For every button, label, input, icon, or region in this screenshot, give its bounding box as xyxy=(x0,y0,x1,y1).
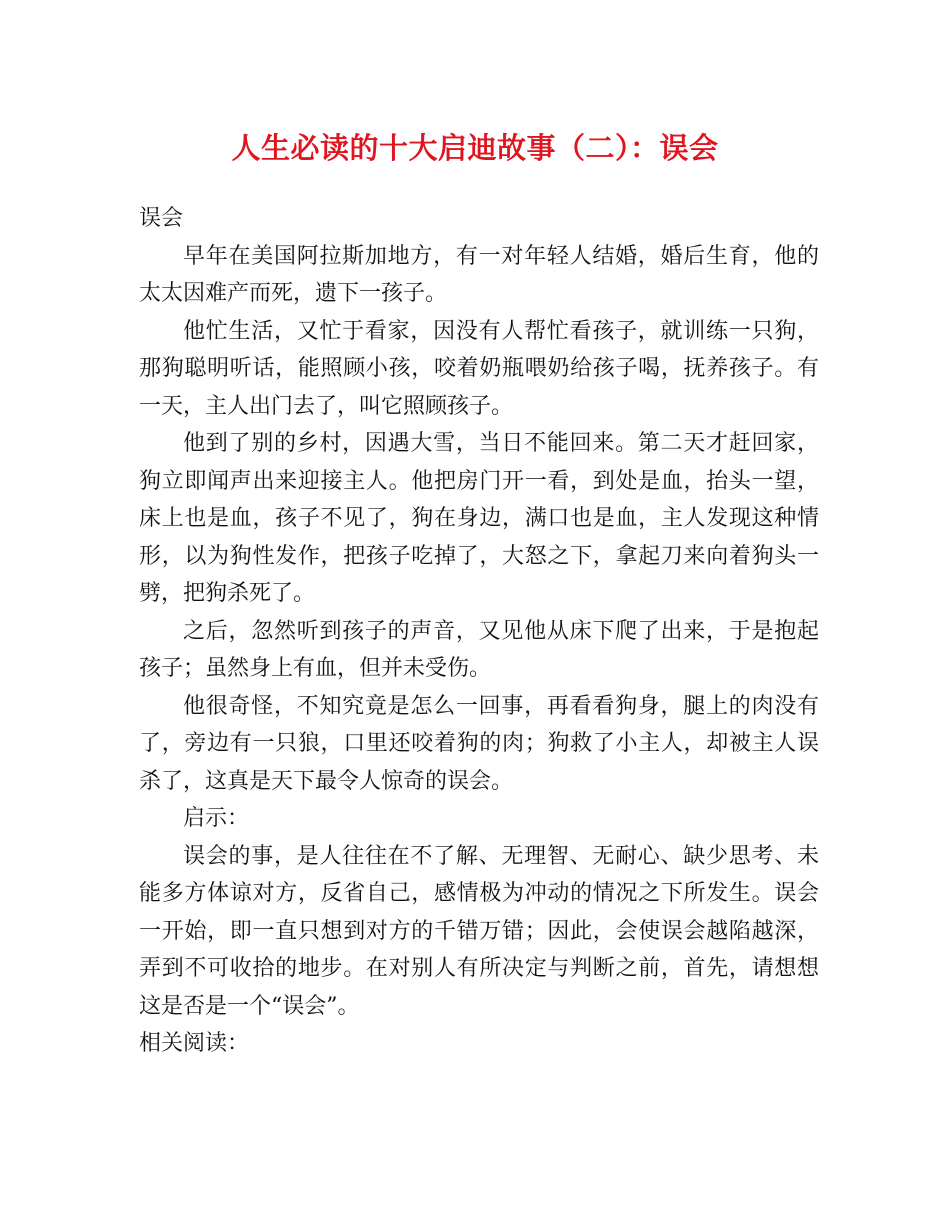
paragraph: 他很奇怪，不知究竟是怎么一回事，再看看狗身，腿上的肉没有了，旁边有一只狼，口里还咬着狗的肉；狗救了小主人，却被主人误杀了，这真是天下最令人惊奇的误会。 xyxy=(139,693,819,794)
document-title: 人生必读的十大启迪故事（二）：误会 xyxy=(231,131,719,165)
section-heading: 误会 xyxy=(139,206,184,231)
related-reading-label: 相关阅读： xyxy=(139,1031,250,1056)
document-body xyxy=(139,200,819,1063)
paragraph: 之后，忽然听到孩子的声音，又见他从床下爬了出来，于是抱起孩子；虽然身上有血，但并未受伤。 xyxy=(139,618,819,681)
insight-heading: 启示： xyxy=(183,806,250,831)
paragraph: 早年在美国阿拉斯加地方，有一对年轻人结婚，婚后生育，他的太太因难产而死，遗下一孩子。 xyxy=(139,243,819,306)
paragraph: 误会的事，是人往往在不了解、无理智、无耐心、缺少思考、未能多方体谅对方，反省自己，感情极为冲动的情况之下所发生。误会一开始，即一直只想到对方的千错万错；因此，会使误会越陷越深，弄到不可收拾的地步。在对别人有所决定与判断之前，首先，请想想这是否是一个“误会”。 xyxy=(139,843,819,1019)
paragraph: 他忙生活，又忙于看家，因没有人帮忙看孩子，就训练一只狗，那狗聪明听话，能照顾小孩，咬着奶瓶喂奶给孩子喝，抚养孩子。有一天，主人出门去了，叫它照顾孩子。 xyxy=(139,318,819,419)
paragraph: 他到了别的乡村，因遇大雪，当日不能回来。第二天才赶回家，狗立即闻声出来迎接主人。他把房门开一看，到处是血，抬头一望，床上也是血，孩子不见了，狗在身边，满口也是血，主人发现这种情形，以为狗性发作，把孩子吃掉了，大怒之下，拿起刀来向着狗头一劈，把狗杀死了。 xyxy=(139,431,819,606)
